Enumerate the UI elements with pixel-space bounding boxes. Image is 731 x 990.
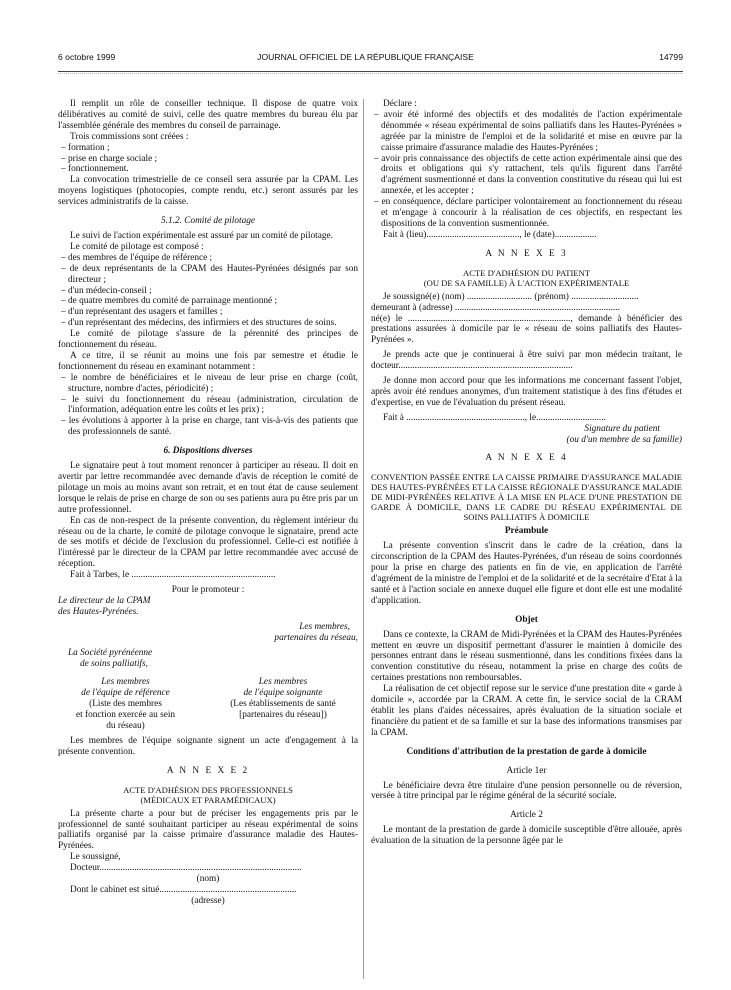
list-item: – le nombre de bénéficiaires et le niveau de leur prise en charge (coût, structure, nombre d'actes, périodicité) ; <box>61 372 358 394</box>
signatory-title: Le directeur de la CPAM <box>58 595 151 606</box>
section-heading: Objet <box>515 614 538 625</box>
annex-heading: A N N E X E 3 <box>485 248 568 259</box>
paragraph: La réalisation de cet objectif repose sur le service d'une prestation dite « garde à domicile », accordée par la CRAM. A cette fin, le service social de la CRAM établit les plans d'aides nécessaires, après évaluation de la situation sociale et financière du patient et de sa famille et sur la base des informations transmises par la CPAM. <box>371 684 682 738</box>
patient-signature-label: (ou d'un membre de sa famille) <box>566 434 682 445</box>
paragraph: Déclare : <box>383 99 417 109</box>
paragraph: Je donne mon accord pour que les informations me concernant fassent l'objet, après avoir été rendues anonymes, d'un traitement statistique à des fins d'études et d'expertise, en vue de l'évaluation du présent réseau. <box>371 376 682 408</box>
list-item: – prise en charge sociale ; <box>61 153 158 164</box>
annex-title: CONVENTION PASSÉE ENTRE LA CAISSE PRIMAIRE D'ASSURANCE MALADIE DES HAUTES-PYRÉNÉES ET LA CAISSE RÉGIONALE D'ASSURANCE MALADIE DE MIDI-PYRÉNÉES RELATIVE À LA MISE EN PLACE D'UNE PRESTATION DE GARDE À DOMICILE, DANS LE CADRE DU RÉSEAU EXPÉRIMENTAL DE SOINS PALLIATIFS À DOMICILE <box>371 472 682 523</box>
header-rule-dotted <box>58 73 683 74</box>
form-line: Docteur....................................................................................... <box>70 863 302 874</box>
form-hint: (nom) <box>196 874 220 885</box>
section-heading: 6. Dispositions diverses <box>163 446 253 457</box>
article-heading: Article 2 <box>510 810 543 821</box>
list-item: – formation ; <box>61 142 110 153</box>
list-item: – d'un représentant des médecins, des infirmiers et des structures de soins. <box>61 318 337 329</box>
annex-title: ACTE D'ADHÉSION DU PATIENT <box>462 267 591 278</box>
form-line: né(e) le ......................................................................, demande à bénéficier des prestations assurées à domicile par le « réseau de soins palliatifs des Hautes-Pyrénées ». <box>371 313 682 346</box>
annex-title: ACTE D'ADHÉSION DES PROFESSIONNELS <box>123 784 293 795</box>
signatory-title: de soins palliatifs, <box>80 658 148 669</box>
paragraph: Dans ce contexte, la CRAM de Midi-Pyrénées et la CPAM des Hautes-Pyrénées mettent en œuvre un dispositif permettant d'assurer le maintien à domicile des personnes entrant dans le réseau susmentionné, dans les conditions fixées dans la convention constitutive du réseau, notamment la prise en charge des coûts de certaines prestations non remboursables. <box>371 629 682 684</box>
left-column <box>58 99 358 907</box>
header-journal-title: JOURNAL OFFICIEL DE LA RÉPUBLIQUE FRANÇAISE <box>257 52 474 62</box>
annex-heading: A N N E X E 4 <box>485 453 568 464</box>
paragraph: Le montant de la prestation de garde à domicile susceptible d'être allouée, après évaluation de la situation de la personne âgée par le <box>371 825 682 847</box>
header-rule <box>58 71 683 72</box>
paragraph: Le comité de pilotage s'assure de la pérennité des principes de fonctionnement du réseau. <box>58 329 358 351</box>
paragraph: Il remplit un rôle de conseiller technique. Il dispose de quatre voix délibératives au comité de suivi, celle des quatre membres du bureau élu par l'assemblée générale des membres du conseil de parrainage. <box>58 99 358 131</box>
signatory-title: Les membres, <box>299 621 350 632</box>
list-item: – d'un médecin-conseil ; <box>61 285 152 296</box>
column-divider <box>363 99 364 979</box>
list-item: – avoir été informé des objectifs et des modalités de l'action expérimentale dénommée « réseau expérimental de soins palliatifs dans les Hautes-Pyrénées » agréée par la ministre de l'emploi et de la solidarité et mise en œuvre par la caisse primaire d'assurance maladie des Hautes-Pyrénées ; <box>374 109 682 153</box>
paragraph: En cas de non-respect de la présente convention, du règlement intérieur du réseau ou de la charte, le comité de pilotage convoque le signataire, prend acte de ses motifs et décide de l'exclusion du professionnel. Celle-ci est notifiée à l'intéressé par le directeur de la CPAM par lettre recommandée avec accusé de réception. <box>58 515 358 570</box>
paragraph: Le suivi de l'action expérimentale est assuré par un comité de pilotage. <box>70 230 333 241</box>
paragraph: La présente charte a pour but de préciser les engagements pris par le professionnel de santé souhaitant participer au réseau expérimental de soins palliatifs organisé par la caisse primaire d'assurance maladie des Hautes-Pyrénées. <box>58 808 358 852</box>
page-header <box>0 52 731 66</box>
list-item: – fonctionnement. <box>61 164 129 175</box>
signature-place-line: Fait à Tarbes, le .............................................................. <box>70 570 276 581</box>
section-heading: 5.1.2. Comité de pilotage <box>161 216 255 227</box>
list-item: – en conséquence, déclare participer volontairement au fonctionnement du réseau et m'engage à concourir à la réalisation de ces objectifs, en respectant les dispositions de la convention susmentionnée. <box>374 197 682 229</box>
patient-signature-label: Signature du patient <box>584 423 660 434</box>
signature-block <box>58 677 358 732</box>
section-heading: Préambule <box>504 526 549 537</box>
signature-place-line: Fait à ..................................................., le.............................. <box>383 412 606 423</box>
paragraph: Les membres de l'équipe soignante signent un acte d'engagement à la présente convention. <box>58 735 358 757</box>
right-column <box>371 99 682 847</box>
form-line: demeurant à (adresse) ....................................................................... <box>371 302 620 313</box>
form-line: Dont le cabinet est situé........................................................... <box>70 885 297 895</box>
paragraph: La convocation trimestrielle de ce conseil sera assurée par la CPAM. Les moyens logistiques (photocopies, compte rendu, etc.) seront assurés par les services administratifs de la caisse. <box>58 175 358 208</box>
promoter-label: Pour le promoteur : <box>171 585 245 596</box>
paragraph: Trois commissions sont créées : <box>70 131 189 142</box>
paragraph: A ce titre, il se réunit au moins une fois par semestre et étudie le fonctionnement du réseau en examinant notamment : <box>58 350 358 372</box>
list-item: – les évolutions à apporter à la prise en charge, tant vis-à-vis des patients que des professionnels de santé. <box>61 416 358 438</box>
section-heading: Conditions d'attribution de la prestation de garde à domicile <box>406 746 647 757</box>
paragraph: Je prends acte que je continuerai à être suivi par mon médecin traitant, le docteur........................................................................... <box>371 350 682 372</box>
header-date: 6 octobre 1999 <box>58 52 116 62</box>
reference-team-signature: Les membres de l'équipe de référence (Liste des membres et fonction exercée au sein du réseau) <box>75 677 176 732</box>
paragraph: Le signataire peut à tout moment renoncer à participer au réseau. Il doit en avertir par lettre recommandée avec demande d'avis de réception le comité de pilotage un mois au moins avant son retrait, et en tout état de cause seulement lorsque le relais de prise en charge de son ou ses patients aura pu être pris par un autre professionnel. <box>58 461 358 515</box>
signatory-title: La Société pyrénéenne <box>68 647 153 658</box>
signature-place-line: Fait à (lieu)........................................, le (date).................. <box>383 229 597 240</box>
form-hint: (adresse) <box>191 895 225 906</box>
paragraph: Le comité de pilotage est composé : <box>70 241 204 252</box>
signatory-title: des Hautes-Pyrénées. <box>58 606 139 617</box>
list-item: – des membres de l'équipe de référence ; <box>61 252 213 263</box>
paragraph: Le soussigné, <box>70 852 121 863</box>
paragraph: Le bénéficiaire devra être titulaire d'une pension personnelle ou de réversion, versée à titre principal par le régime général de la sécurité sociale. <box>371 780 682 802</box>
care-team-signature: Les membres de l'équipe soignante (Les établissements de santé [partenaires du réseau]) <box>230 677 336 721</box>
annex-title: (MÉDICAUX ET PARAMÉDICAUX) <box>140 794 276 805</box>
header-page-number: 14799 <box>659 52 683 62</box>
list-item: – le suivi du fonctionnement du réseau (administration, circulation de l'information, adéquation entre les coûts et les prix) ; <box>61 394 358 416</box>
article-heading: Article 1er <box>506 765 547 776</box>
annex-heading: A N N E X E 2 <box>166 765 250 776</box>
list-item: – avoir pris connaissance des objectifs de cette action expérimentale ainsi que des droits et obligations qui s'y rattachent, tels qu'ils figurent dans l'arrêté d'agrément susmentionné et dans la convention constitutive du réseau qui lui est annexée, et les accepter ; <box>374 153 682 197</box>
annex-title: (OU DE SA FAMILLE) À L'ACTION EXPÉRIMENTALE <box>423 277 630 288</box>
list-item: – de quatre membres du comité de parrainage mentionné ; <box>61 296 278 307</box>
signatory-title: partenaires du réseau, <box>274 632 358 643</box>
list-item: – d'un représentant des usagers et familles ; <box>61 307 223 318</box>
list-item: – de deux représentants de la CPAM des Hautes-Pyrénées désignés par son directeur ; <box>61 263 358 285</box>
paragraph: La présente convention s'inscrit dans le cadre de la création, dans la circonscription de la CPAM des Hautes-Pyrénées, d'un réseau de soins coordonnés pour la prise en charge des patients en fin de vie, en application de l'arrêté d'agrément de la ministre de l'emploi et de la solidarité et de la secrétaire d'Etat à la santé et à l'action sociale en annexe duquel elle figure et dont elle est une modalité d'application. <box>371 541 682 606</box>
form-line: Je soussigné(e) (nom) ............................ (prénom) ............................. <box>383 291 639 302</box>
